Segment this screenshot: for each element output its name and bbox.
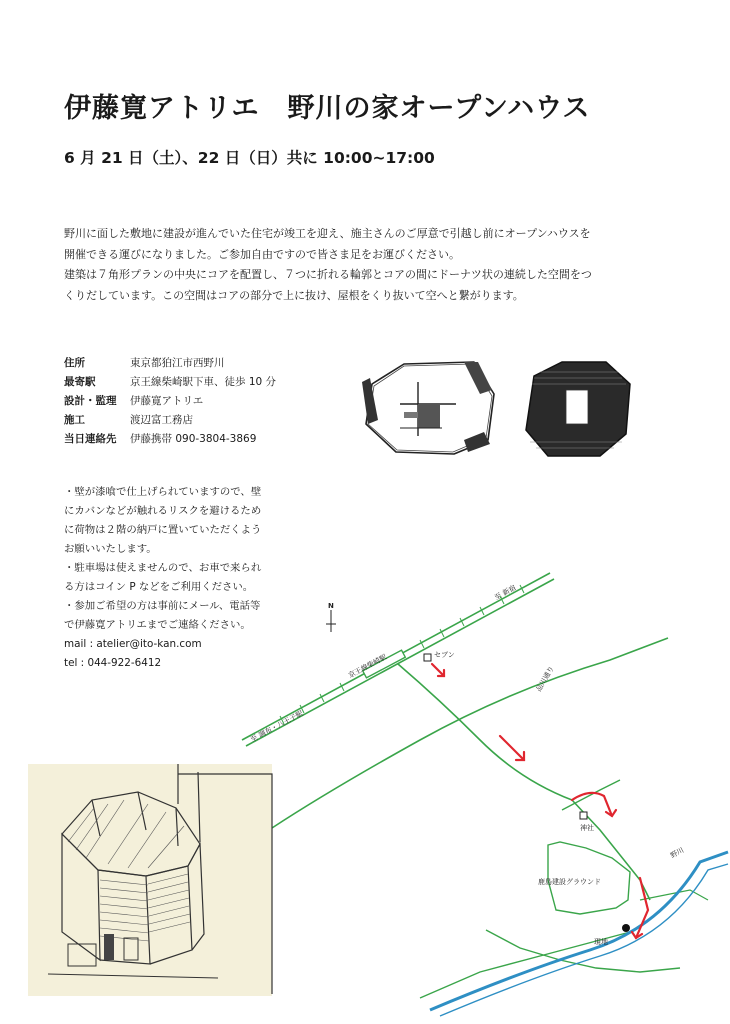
note-tel: tel : 044-922-6412 (64, 657, 162, 669)
intro-line: 開催できる運びになりました。ご参加自由ですので皆さま足をお運びください。 (64, 247, 460, 261)
note-line: ・駐車場は使えませんので、お車で来られ (64, 562, 262, 574)
to-chofu-label: 至 調布・八王子駅 (249, 709, 305, 744)
info-label: 施工 (64, 414, 85, 426)
page-title: 伊藤寛アトリエ 野川の家オープンハウス (64, 93, 591, 124)
to-shinjuku-label: 至 新宿 (493, 583, 518, 602)
intro-line: 野川に面した敷地に建設が進んでいた住宅が竣工を迎え、施主さんのご厚意で引越し前にオープンハウスを (64, 227, 591, 240)
route-arrow (432, 664, 444, 676)
note-line: ・参加ご希望の方は事前にメール、電話等 (64, 600, 261, 612)
house-perspective-sketch (28, 764, 272, 996)
note-line: る方はコイン P などをご利用ください。 (64, 581, 254, 593)
north-label: N (328, 602, 334, 610)
shinagawa-st-label: 品川通り (534, 664, 556, 693)
route-arrow (500, 736, 524, 760)
note-mail[interactable]: mail : atelier@ito-kan.com (64, 638, 202, 650)
site-label: 現地 (594, 938, 608, 946)
info-value: 京王線柴崎駅下車、徒歩 10 分 (130, 376, 277, 388)
nogawa-river (430, 852, 728, 1010)
shrine-icon (580, 812, 587, 819)
info-label: 最寄駅 (64, 376, 96, 388)
nogawa-label: 野川 (669, 846, 686, 860)
info-value: 伊藤寛アトリエ (130, 395, 204, 407)
info-value: 渡辺富工務店 (130, 414, 193, 426)
note-line: で伊藤寛アトリエまでご連絡ください。 (64, 619, 251, 631)
intro-line: 建築は７角形プランの中央にコアを配置し、７つに折れる輪郭とコアの間にドーナツ状の連続した空間をつ (64, 268, 592, 281)
note-line: ・壁が漆喰で仕上げられていますので、壁 (64, 486, 262, 498)
ground-label: 鹿島建設グラウンド (538, 878, 601, 886)
info-value: 東京都狛江市西野川 (130, 357, 225, 369)
info-value: 伊藤携帯 090-3804-3869 (130, 433, 257, 445)
shrine-label: 神社 (580, 824, 594, 832)
info-label: 当日連絡先 (64, 433, 117, 445)
seven-icon (424, 654, 431, 661)
note-line: お願いいたします。 (64, 543, 157, 555)
info-label: 設計・監理 (64, 395, 117, 407)
station-label: 京王線柴崎駅 (347, 652, 389, 680)
event-date: 6 月 21 日（土）、22 日（日）共に 10:00~17:00 (64, 149, 435, 167)
info-label: 住所 (64, 357, 85, 369)
note-line: にカバンなどが触れるリスクを避けるため (64, 505, 262, 517)
intro-line: くりだしています。この空間はコアの部分で上に抜け、屋根をくり抜いて空へと繋がります。 (64, 288, 524, 302)
site-marker-icon (622, 924, 630, 932)
seven-label: セブン (434, 651, 455, 659)
note-line: に荷物は２階の納戸に置いていただくよう (64, 524, 262, 536)
